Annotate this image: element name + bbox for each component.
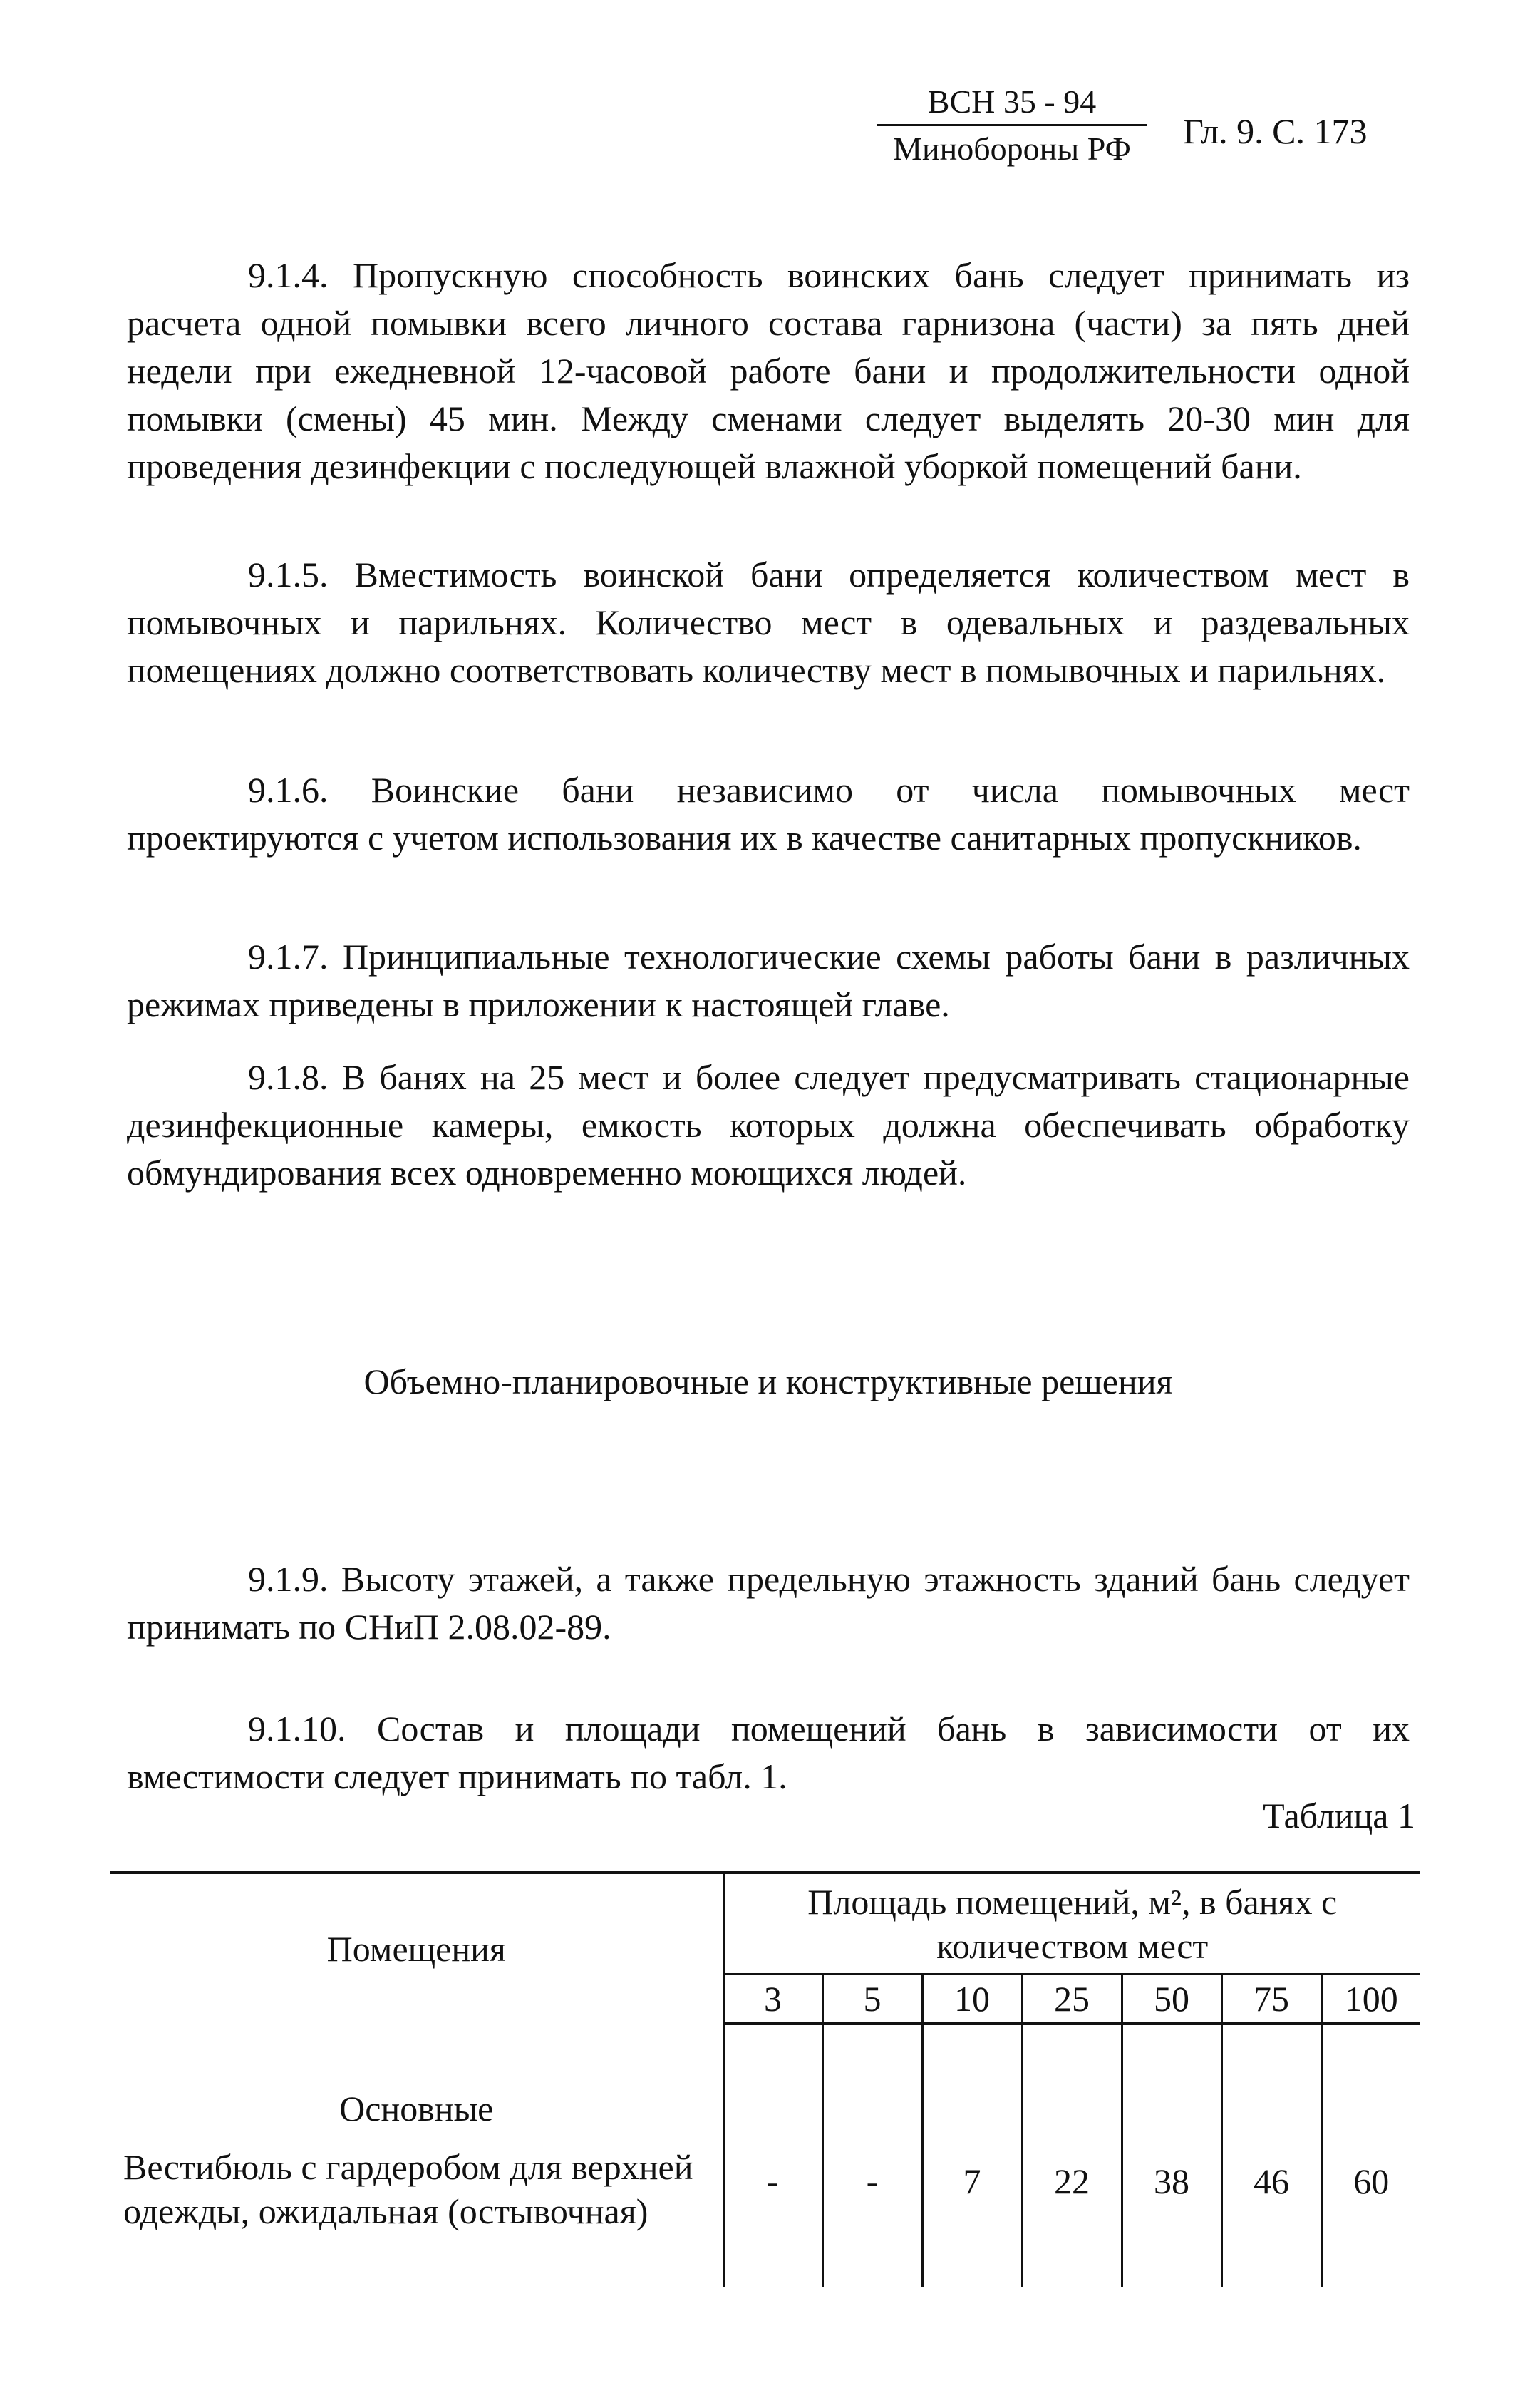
paragraph-9-1-7: 9.1.7. Принципиальные технологические схемы работы бани в различных режимах приведены в приложении к настоящей главе. [127,937,1410,1024]
capacity-header: 3 [723,1975,822,2024]
paragraph-9-1-6: 9.1.6. Воинские бани независимо от числа помывочных мест проектируются с учетом использования их в качестве санитарных пропускников. [127,770,1410,858]
header-doc-code [869,82,1154,168]
table-section-row [110,2024,1420,2145]
capacity-header: 5 [822,1975,922,2024]
area-value: - [767,2161,779,2201]
paragraph-9-1-4: 9.1.4. Пропускную способность воинских бань следует принимать из расчета одной помывки всего личного состава гарнизона (части) за пять дней недели при ежедневной 12-часовой работе бани и продолжительности одной помывки (смены) 45 мин. Между сменами следует выделять 20-30 мин для проведения дезинфекции с последующей влажной уборкой помещений бани. [127,255,1410,486]
table-header-rooms: Помещения [110,1873,723,2024]
paragraph-9-1-10: 9.1.10. Состав и площади помещений бань в зависимости от их вместимости следует принимать по табл. 1. [127,1709,1410,1796]
section-subheading: Объемно-планировочные и конструктивные решения [363,1362,1173,1401]
area-value: 38 [1122,2145,1221,2287]
paragraph-9-1-8: 9.1.8. В банях на 25 мест и более следует предусматривать стационарные дезинфекционные камеры, емкость которых должна обеспечивать обработку обмундирования всех одновременно моющихся людей. [127,1057,1410,1193]
capacity-header: 25 [1022,1975,1122,2024]
area-value: - [822,2145,922,2287]
paragraph-9-1-9: 9.1.9. Высоту этажей, а также предельную этажность зданий бань следует принимать по СНиП 2.08.02-89. [127,1559,1410,1647]
table-caption: Таблица 1 [1263,1796,1415,1836]
table-cell [723,2024,822,2145]
table-cell [1122,2024,1221,2145]
table-cell [922,2024,1022,2145]
area-value: 7 [922,2145,1022,2287]
header-doc-number: ВСН 35 - 94 [877,82,1147,126]
area-value: 22 [1022,2145,1122,2287]
capacity-header: 75 [1221,1975,1321,2024]
table-cell [822,2024,922,2145]
table-row [110,2145,1420,2287]
header-page-ref: Гл. 9. С. 173 [1183,111,1368,151]
room-name: Вестибюль с гардеробом для верхней одежды, ожидальная (остывочная) [110,2145,723,2287]
paragraph-9-1-5: 9.1.5. Вместимость воинской бани определяется количеством мест в помывочных и парильнях. Количество мест в одевальных и раздевальных помещениях должно соответствовать количеству мест в помывочных и парильнях. [127,555,1410,690]
table-cell [1321,2024,1420,2145]
area-value: 46 [1221,2145,1321,2287]
header-ministry: Минобороны РФ [893,130,1131,168]
capacity-header: 10 [922,1975,1022,2024]
table-header-area: Площадь помещений, м², в банях с количеством мест [723,1873,1420,1975]
capacity-header: 100 [1321,1975,1420,2024]
table-cell [1022,2024,1122,2145]
section-main-label: Основные [110,2024,723,2145]
area-value: 60 [1321,2145,1420,2287]
table-cell [1221,2024,1321,2145]
rooms-area-table [110,1871,1420,2287]
capacity-header: 50 [1122,1975,1221,2024]
